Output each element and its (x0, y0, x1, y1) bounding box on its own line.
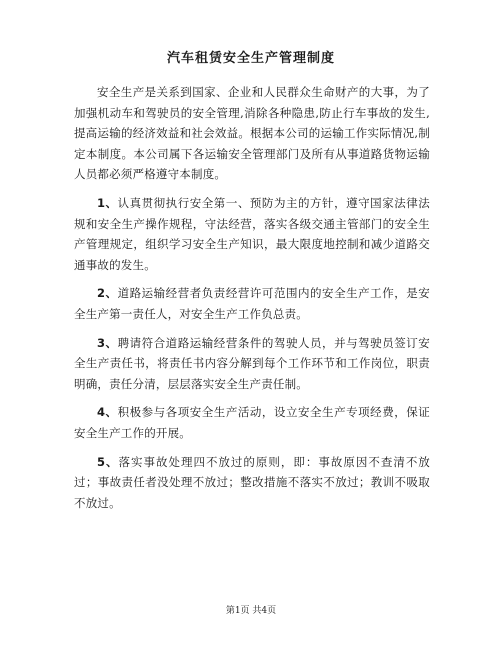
paragraph-4 (74, 402, 430, 443)
paragraph-text: 落实事故处理四不放过的原则，即：事故原因不查清不放过；事故责任者没处理不放过；整改措施不落实不放过；教训不吸取不放过。 (74, 454, 431, 510)
paragraph-number: 2、 (97, 286, 118, 301)
paragraph-text: 安全生产是关系到国家、企业和人民群众生命财产的大事，为了加强机动车和驾驶员的安全管理,消除各种隐患,防止行车事故的发生,提高运输的经济效益和社会效益。根据本公司的运输工作实际情况,制定本制度。本公司属下各运输安全管理部门及所有从事道路货物运输人员都必须严格遵守本制度。 (74, 85, 430, 182)
paragraph-text: 道路运输经营者负责经营许可范围内的安全生产工作，是安全生产第一责任人，对安全生产工作负总责。 (74, 286, 430, 321)
paragraph-2 (74, 283, 430, 324)
paragraph-intro (74, 82, 430, 185)
page-footer: 第1页 共4页 (225, 606, 277, 616)
paragraph-5 (74, 452, 430, 514)
paragraph-number: 5、 (97, 454, 119, 469)
paragraph-number: 4、 (97, 405, 118, 420)
paragraph-1 (74, 193, 430, 275)
paragraph-text: 认真贯彻执行安全第一、预防为主的方针，遵守国家法律法规和安全生产操作规程，守法经营，落实各级交通主管部门的安全生产管理规定，组织学习安全生产知识，最大限度地控制和减少道路交通事故的发生。 (74, 195, 430, 272)
paragraph-3 (74, 333, 430, 395)
paragraph-text: 积极参与各项安全生产活动，设立安全生产专项经费，保证安全生产工作的开展。 (74, 405, 430, 440)
document-title: 汽车租赁安全生产管理制度 (166, 51, 335, 66)
document-body (74, 82, 430, 521)
paragraph-number: 1、 (97, 195, 118, 210)
paragraph-text: 聘请符合道路运输经营条件的驾驶人员，并与驾驶员签订安全生产责任书，将责任书内容分解到每个工作环节和工作岗位，职责明确，责任分清，层层落实安全生产责任制。 (74, 335, 430, 391)
paragraph-number: 3、 (97, 335, 118, 350)
